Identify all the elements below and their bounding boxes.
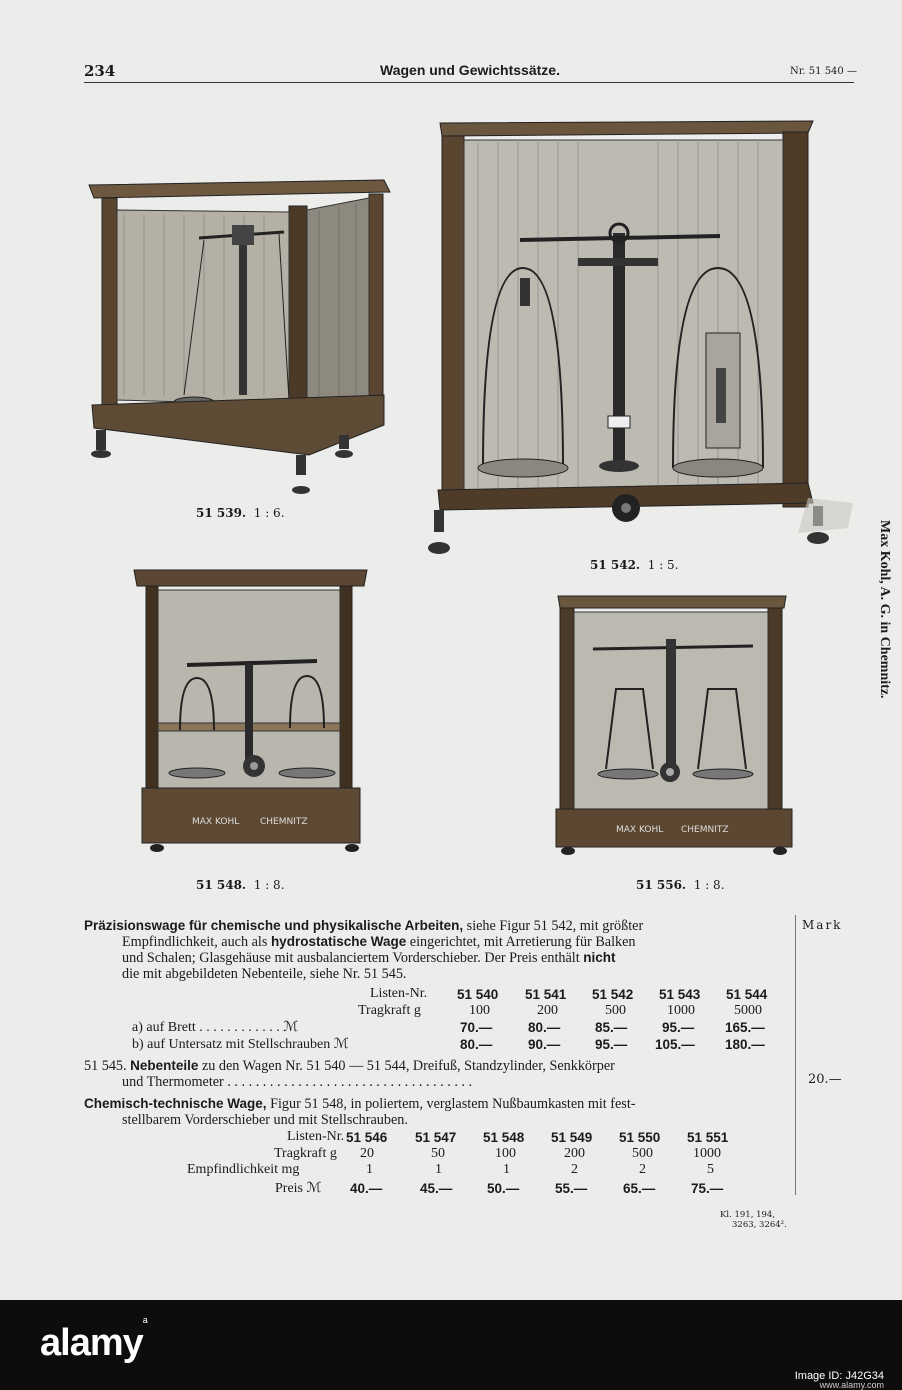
header-rule bbox=[84, 82, 854, 83]
engraving-maker: MAX KOHL bbox=[192, 817, 240, 827]
table1-row-b-price: 95.— bbox=[595, 1037, 628, 1052]
table1-row-a-price: 70.— bbox=[460, 1020, 493, 1035]
table2-empf: 5 bbox=[707, 1162, 714, 1177]
table1-number: 51 542 bbox=[592, 987, 634, 1002]
figure-caption-51542 bbox=[590, 558, 679, 572]
table1-row-a-price: 165.— bbox=[725, 1020, 765, 1035]
figure-caption-51556 bbox=[636, 878, 725, 892]
table2-empf-label: Empfindlichkeit mg bbox=[187, 1162, 300, 1177]
table2-number: 51 549 bbox=[551, 1130, 593, 1145]
section1-bold: hydrostatische Wage bbox=[270, 934, 407, 949]
table2-price: 45.— bbox=[420, 1181, 453, 1196]
table2-number: 51 550 bbox=[619, 1130, 661, 1145]
table1-tragkraft: 100 bbox=[469, 1003, 490, 1018]
item-range: Nr. 51 540 — bbox=[790, 66, 857, 77]
section3-line1 bbox=[84, 1096, 636, 1112]
table2-preis-label: Preis ℳ bbox=[275, 1181, 322, 1196]
table1-tragkraft: 5000 bbox=[734, 1003, 762, 1018]
stock-image-id: Image ID: J42G34 bbox=[794, 1370, 884, 1382]
table1-row-b-price: 80.— bbox=[460, 1037, 493, 1052]
table2-tragkraft: 200 bbox=[564, 1146, 585, 1161]
table1-tragkraft: 1000 bbox=[667, 1003, 695, 1018]
table1-number: 51 540 bbox=[457, 987, 499, 1002]
table1-listen-label: Listen-Nr. bbox=[370, 986, 428, 1001]
section1-line4: die mit abgebildeten Nebenteile, siehe Nr. 51 545. bbox=[122, 966, 407, 982]
footnote-line: Kl. 191, 194, bbox=[720, 1210, 776, 1220]
price-column-rule bbox=[795, 915, 796, 1195]
price-column-label: Mark bbox=[802, 918, 843, 932]
publisher-sidebar: Max Kohl, A. G. in Chemnitz. bbox=[877, 520, 892, 699]
figure-number: 51 539. bbox=[196, 506, 247, 520]
figure-scale: 1 : 5. bbox=[647, 558, 679, 572]
section1-line3 bbox=[122, 950, 615, 966]
table1-tragkraft-label: Tragkraft g bbox=[358, 1003, 421, 1018]
table1-row-a-label: a) auf Brett . . . . . . . . . . . . ℳ bbox=[132, 1020, 299, 1035]
engraving-city: CHEMNITZ bbox=[681, 825, 729, 835]
table2-listen-label: Listen-Nr. bbox=[287, 1129, 345, 1144]
page-title: Wagen und Gewichtssätze. bbox=[380, 62, 560, 78]
table2-tragkraft-label: Tragkraft g bbox=[274, 1146, 337, 1161]
section2-line2: und Thermometer . . . . . . . . . . . . . . . . . . . . . . . . . . . . . . . . . . . bbox=[122, 1074, 473, 1090]
engraving-city: CHEMNITZ bbox=[260, 817, 308, 827]
section1-bold: nicht bbox=[583, 950, 616, 965]
table2-number: 51 546 bbox=[346, 1130, 388, 1145]
table2-empf: 1 bbox=[503, 1162, 510, 1177]
table1-tragkraft: 200 bbox=[537, 1003, 558, 1018]
table2-empf: 1 bbox=[435, 1162, 442, 1177]
table1-row-b-price: 90.— bbox=[528, 1037, 561, 1052]
table2-price: 55.— bbox=[555, 1181, 588, 1196]
table2-empf: 1 bbox=[366, 1162, 373, 1177]
table1-row-a-price: 85.— bbox=[595, 1020, 628, 1035]
table2-price: 65.— bbox=[623, 1181, 656, 1196]
table1-row-b-price: 105.— bbox=[655, 1037, 695, 1052]
figure-number: 51 548. bbox=[196, 878, 247, 892]
figure-scale: 1 : 8. bbox=[693, 878, 725, 892]
balance-51556-illustration bbox=[548, 594, 800, 866]
table1-row-b-label: b) auf Untersatz mit Stellschrauben ℳ bbox=[132, 1037, 349, 1052]
page-number: 234 bbox=[84, 62, 116, 80]
table2-empf: 2 bbox=[639, 1162, 646, 1177]
table1-number: 51 541 bbox=[525, 987, 567, 1002]
section1-line2 bbox=[122, 934, 636, 950]
section2-number: 51 545. bbox=[84, 1058, 127, 1074]
table2-tragkraft: 500 bbox=[632, 1146, 653, 1161]
table2-price: 50.— bbox=[487, 1181, 520, 1196]
table1-row-b-price: 180.— bbox=[725, 1037, 765, 1052]
figure-scale: 1 : 8. bbox=[253, 878, 285, 892]
table2-tragkraft: 50 bbox=[431, 1146, 445, 1161]
stock-url[interactable]: www.alamy.com bbox=[819, 1380, 884, 1390]
table2-empf: 2 bbox=[571, 1162, 578, 1177]
stock-logo[interactable]: alamy$^a$ bbox=[40, 1315, 147, 1364]
table2-tragkraft: 20 bbox=[360, 1146, 374, 1161]
footnote-line: 3263, 3264². bbox=[732, 1220, 787, 1230]
table1-number: 51 544 bbox=[726, 987, 768, 1002]
table2-price: 75.— bbox=[691, 1181, 724, 1196]
table2-tragkraft: 100 bbox=[495, 1146, 516, 1161]
section2-line1 bbox=[84, 1058, 615, 1074]
table2-tragkraft: 1000 bbox=[693, 1146, 721, 1161]
section1-text: und Schalen; Glasgehäuse mit ausbalanciertem Vorderschieber. Der Preis enthält bbox=[122, 950, 580, 966]
footnote bbox=[720, 1210, 787, 1230]
figure-number: 51 556. bbox=[636, 878, 687, 892]
figure-scale: 1 : 6. bbox=[253, 506, 285, 520]
balance-51548-illustration bbox=[132, 568, 372, 858]
section1-line1-text: siehe Figur 51 542, mit größter bbox=[466, 918, 644, 934]
table2-number: 51 551 bbox=[687, 1130, 729, 1145]
section2-price: 20.— bbox=[808, 1072, 842, 1087]
table1-number: 51 543 bbox=[659, 987, 701, 1002]
balance-51539-illustration bbox=[84, 170, 394, 500]
table1-tragkraft: 500 bbox=[605, 1003, 626, 1018]
balance-51542-illustration bbox=[428, 118, 858, 563]
section2-text: zu den Wagen Nr. 51 540 — 51 544, Dreifuß, Standzylinder, Senkkörper bbox=[201, 1058, 615, 1074]
section3-line2: stellbarem Vorderschieber und mit Stellschrauben. bbox=[122, 1112, 408, 1128]
table1-row-a-price: 95.— bbox=[662, 1020, 695, 1035]
figure-caption-51548 bbox=[196, 878, 285, 892]
section1-text: Empfindlichkeit, auch als bbox=[122, 934, 268, 950]
table2-number: 51 547 bbox=[415, 1130, 457, 1145]
section1-title: Präzisionswage für chemische und physikalische Arbeiten, bbox=[84, 918, 464, 933]
section2-title: Nebenteile bbox=[130, 1058, 199, 1073]
figure-number: 51 542. bbox=[590, 558, 641, 572]
table2-number: 51 548 bbox=[483, 1130, 525, 1145]
section1-text: eingerichtet, mit Arretierung für Balken bbox=[409, 934, 636, 950]
table2-price: 40.— bbox=[350, 1181, 383, 1196]
table1-row-a-price: 80.— bbox=[528, 1020, 561, 1035]
figure-caption-51539 bbox=[196, 506, 285, 520]
section3-title: Chemisch-technische Wage, bbox=[84, 1096, 267, 1111]
stock-logo-text: alamy bbox=[40, 1322, 143, 1364]
engraving-maker: MAX KOHL bbox=[616, 825, 664, 835]
section3-text: Figur 51 548, in poliertem, verglastem Nußbaumkasten mit fest- bbox=[270, 1096, 636, 1112]
section1-line1 bbox=[84, 918, 643, 934]
